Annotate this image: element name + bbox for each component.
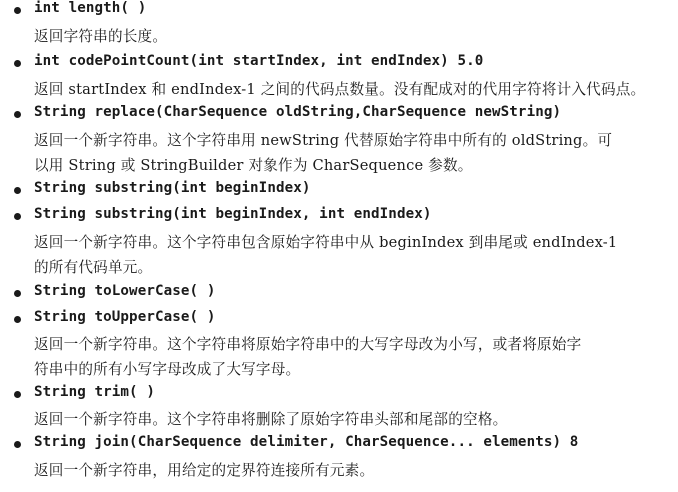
method-signature: String toUpperCase( ) bbox=[34, 309, 216, 325]
method-signature: String substring(int beginIndex) bbox=[34, 180, 311, 196]
method-description: 返回一个新字符串。这个字符串包含原始字符串中从 beginIndex 到串尾或 endIndex-1 bbox=[34, 234, 618, 251]
method-signature: String toLowerCase( ) bbox=[34, 283, 216, 299]
bullet-icon bbox=[14, 316, 21, 323]
bullet-icon bbox=[14, 60, 21, 67]
method-description: 的所有代码单元。 bbox=[34, 259, 153, 276]
method-description: 返回一个新字符串。这个字符串将原始字符串中的大写字母改为小写，或者将原始字 bbox=[34, 336, 582, 353]
method-signature: int length( ) bbox=[34, 0, 147, 16]
method-description: 以用 String 或 StringBuilder 对象作为 CharSequence 参数。 bbox=[34, 157, 473, 174]
method-description: 返回 startIndex 和 endIndex-1 之间的代码点数量。没有配成对的代用字符将计入代码点。 bbox=[34, 81, 646, 98]
method-signature: String replace(CharSequence oldString,CharSequence newString) bbox=[34, 104, 562, 120]
method-description: 返回一个新字符串。这个字符串用 newString 代替原始字符串中所有的 oldString。可 bbox=[34, 132, 613, 149]
method-description: 符串中的所有小写字母改成了大写字母。 bbox=[34, 361, 301, 378]
method-description: 返回字符串的长度。 bbox=[34, 28, 168, 45]
method-signature: String substring(int beginIndex, int endIndex) bbox=[34, 206, 432, 222]
bullet-icon bbox=[14, 290, 21, 297]
method-signature: int codePointCount(int startIndex, int endIndex) 5.0 bbox=[34, 53, 484, 69]
bullet-icon bbox=[14, 213, 21, 220]
method-signature: String trim( ) bbox=[34, 384, 155, 400]
bullet-icon bbox=[14, 391, 21, 398]
bullet-icon bbox=[14, 7, 21, 14]
method-description: 返回一个新字符串。这个字符串将删除了原始字符串头部和尾部的空格。 bbox=[34, 411, 508, 428]
method-description: 返回一个新字符串，用给定的定界符连接所有元素。 bbox=[34, 462, 375, 479]
bullet-icon bbox=[14, 441, 21, 448]
bullet-icon bbox=[14, 111, 21, 118]
method-signature: String join(CharSequence delimiter, CharSequence... elements) 8 bbox=[34, 434, 579, 450]
bullet-icon bbox=[14, 187, 21, 194]
